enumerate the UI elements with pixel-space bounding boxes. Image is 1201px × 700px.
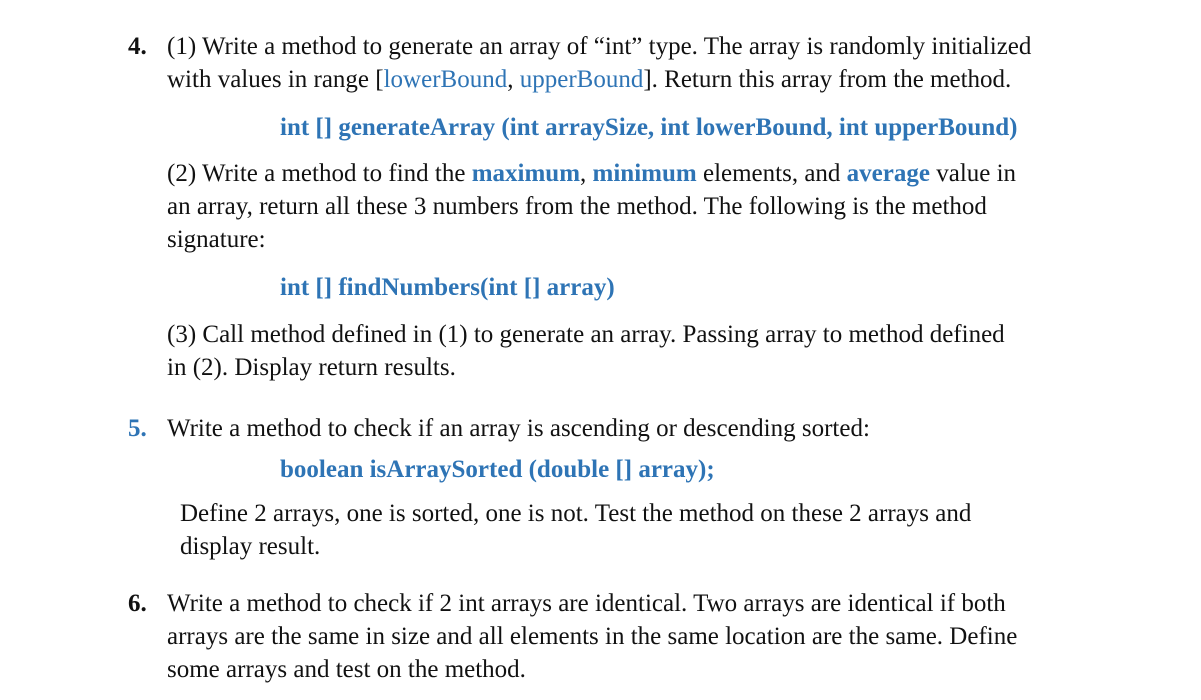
q6-line1: Write a method to check if 2 int arrays are identical. Two arrays are identical if both bbox=[167, 590, 1006, 617]
q6-line2: arrays are the same in size and all elements in the same location are the same. Define bbox=[167, 623, 1018, 650]
question-6-number: 6. bbox=[128, 590, 147, 617]
q4-part1-line2 bbox=[167, 63, 1011, 96]
average-term: average bbox=[846, 160, 930, 187]
lower-bound-term: lowerBound bbox=[383, 66, 508, 93]
q4-part1-line1 bbox=[167, 30, 1031, 63]
q4-part1-line2-a: with values in range [ bbox=[167, 66, 384, 93]
q5-line1: Write a method to check if an array is ascending or descending sorted: bbox=[167, 415, 870, 442]
q6-line3: some arrays and test on the method. bbox=[167, 656, 526, 683]
q4-part3-line2: in (2). Display return results. bbox=[167, 354, 456, 381]
upper-bound-term: upperBound bbox=[519, 66, 644, 93]
question-4-number: 4. bbox=[128, 33, 147, 60]
q4-part2-line1-c: value in bbox=[929, 160, 1017, 187]
q4-part1-line1-text: (1) Write a method to generate an array of “int” type. The array is randomly initialized bbox=[167, 33, 1032, 60]
is-array-sorted-signature: boolean isArraySorted (double [] array); bbox=[280, 456, 715, 483]
q4-part2-comma: , bbox=[580, 160, 593, 187]
q4-part2-line1-a: (2) Write a method to find the bbox=[167, 160, 472, 187]
question-5-number: 5. bbox=[128, 415, 147, 442]
q5-paragraph-line1: Define 2 arrays, one is sorted, one is not. Test the method on these 2 arrays and bbox=[180, 500, 972, 527]
minimum-term: minimum bbox=[592, 160, 697, 187]
q4-part2-line1-b: elements, and bbox=[696, 160, 847, 187]
find-numbers-signature: int [] findNumbers(int [] array) bbox=[280, 274, 615, 301]
maximum-term: maximum bbox=[471, 160, 581, 187]
q4-part2-line1 bbox=[167, 157, 1016, 190]
generate-array-signature: int [] generateArray (int arraySize, int lowerBound, int upperBound) bbox=[280, 114, 1018, 141]
q5-paragraph-line2: display result. bbox=[180, 533, 321, 560]
q4-part1-line2-b: , bbox=[507, 66, 520, 93]
q4-part1-line2-c: ]. Return this array from the method. bbox=[643, 66, 1012, 93]
q4-part2-line2: an array, return all these 3 numbers from the method. The following is the method bbox=[167, 193, 987, 220]
q4-part3-line1: (3) Call method defined in (1) to generate an array. Passing array to method defined bbox=[167, 321, 1005, 348]
q4-part2-line3: signature: bbox=[167, 226, 266, 253]
